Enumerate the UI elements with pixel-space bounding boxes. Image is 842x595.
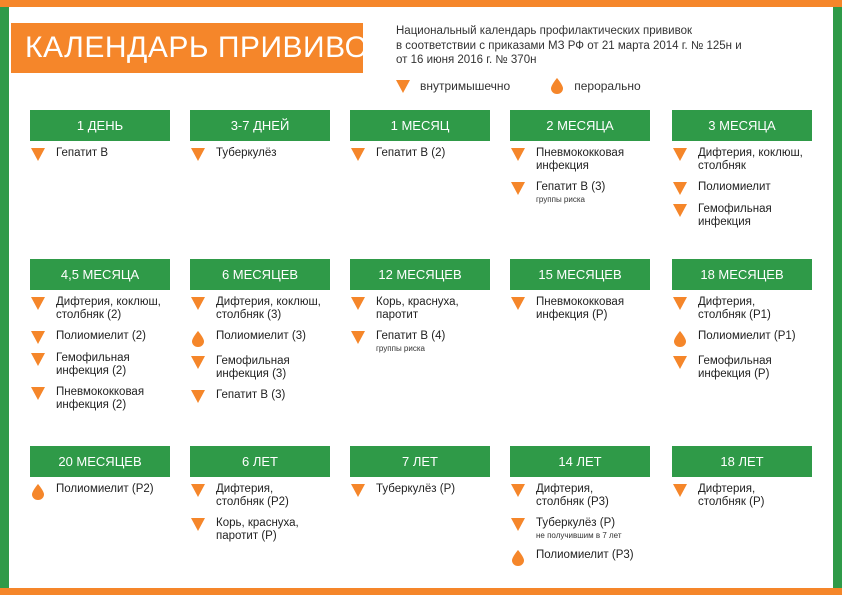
triangle-icon [190,517,206,531]
age-header: 4,5 МЕСЯЦА [30,259,170,290]
vaccine-list [190,477,330,543]
legend [396,78,681,94]
vaccine-name: Туберкулёз (Р) [536,517,616,529]
age-header: 2 МЕСЯЦА [510,110,650,141]
age-header: 3-7 ДНЕЙ [190,110,330,141]
vaccine-text [56,147,108,160]
vaccine-list [672,141,812,229]
vaccine-name: Дифтерия, коклюш, [698,147,803,159]
vaccine-text [536,517,622,541]
vaccine-item [30,147,170,161]
vaccine-item [30,483,170,500]
vaccine-text [376,147,445,160]
vaccine-name-cont: инфекция (3) [216,368,287,380]
legend-oral [550,78,640,94]
vaccine-item [510,296,650,322]
frame-left [0,7,9,588]
age-header: 1 ДЕНЬ [30,110,170,141]
triangle-icon [30,296,46,310]
vaccine-name-cont: паротит [376,309,419,321]
vaccine-list [350,141,490,161]
vaccine-name-cont: инфекция [536,160,589,172]
vaccine-text [536,181,605,205]
schedule-column [510,446,650,574]
vaccine-name-cont: инфекция (2) [56,365,127,377]
triangle-icon [672,147,688,161]
vaccine-list [510,141,650,205]
vaccine-item [190,355,330,381]
vaccine-name: Туберкулёз [216,147,277,159]
vaccine-name: Гепатит В (3) [536,181,606,193]
vaccine-name: Гемофильная [216,355,290,367]
age-header: 18 ЛЕТ [672,446,812,477]
vaccine-item [190,389,330,403]
vaccine-name: Пневмококковая [536,296,625,308]
vaccine-list [190,290,330,403]
vaccine-name: Дифтерия, [698,483,756,495]
triangle-icon [510,147,526,161]
vaccine-text [376,296,459,322]
vaccine-list [30,477,170,500]
subtitle-line: в соответствии с приказами МЗ РФ от 21 марта 2014 г. № 125н и [396,39,742,52]
schedule-column [30,446,170,508]
vaccine-item [672,330,812,347]
vaccine-item [672,355,812,381]
vaccine-name: Полиомиелит (Р1) [698,330,796,342]
vaccine-text [698,147,803,173]
vaccine-name-cont: инфекция (Р) [536,309,608,321]
vaccine-name: Гепатит В (2) [376,147,446,159]
triangle-icon [510,296,526,310]
schedule-column [350,259,490,362]
vaccine-name: Гемофильная [698,203,772,215]
vaccine-item [510,483,650,509]
vaccine-item [510,517,650,541]
vaccine-text [216,355,290,381]
vaccine-text [698,181,771,194]
triangle-icon [190,147,206,161]
vaccine-text [216,147,277,160]
vaccine-name-cont: столбняк [698,160,746,172]
triangle-icon [350,296,366,310]
frame-bottom [0,588,842,595]
vaccine-text [216,483,289,509]
subtitle-line: Национальный календарь профилактических прививок [396,25,693,37]
vaccine-list [510,290,650,322]
drop-icon [510,549,526,566]
vaccine-name-cont: столбняк (2) [56,309,122,321]
legend-label: внутримышечно [420,79,511,93]
schedule-column [672,110,812,237]
age-header: 1 МЕСЯЦ [350,110,490,141]
subtitle-line: от 16 июня 2016 г. № 370н [396,54,537,66]
vaccine-list [30,290,170,412]
vaccine-name: Полиомиелит [698,181,771,193]
vaccine-item [190,483,330,509]
schedule-column [672,446,812,517]
schedule-column [190,259,330,411]
vaccine-text [216,330,306,343]
vaccine-item [672,483,812,509]
vaccine-item [30,352,170,378]
vaccine-item [672,147,812,173]
vaccine-name-cont: инфекция (Р) [698,368,770,380]
vaccine-item [510,147,650,173]
vaccine-item [190,296,330,322]
vaccine-name: Полиомиелит (Р2) [56,483,154,495]
age-header: 6 МЕСЯЦЕВ [190,259,330,290]
triangle-icon [396,80,410,93]
vaccine-name-cont: столбняк (Р1) [698,309,771,321]
drop-icon [190,330,206,347]
vaccine-list [672,477,812,509]
vaccine-name: Пневмококковая [56,386,145,398]
vaccine-name: Полиомиелит (3) [216,330,306,342]
vaccine-list [350,477,490,497]
vaccine-text [536,549,634,562]
triangle-icon [30,147,46,161]
legend-label: перорально [574,79,641,93]
vaccine-item [30,330,170,344]
vaccine-item [30,296,170,322]
vaccine-item [672,181,812,195]
vaccine-name: Гепатит В [56,147,109,159]
triangle-icon [672,296,688,310]
vaccine-name: Пневмококковая [536,147,625,159]
vaccine-item [190,147,330,161]
triangle-icon [30,330,46,344]
triangle-icon [510,483,526,497]
frame-top [0,0,842,7]
vaccine-name: Корь, краснуха, [376,296,459,308]
triangle-icon [190,296,206,310]
subtitle [396,24,796,68]
vaccine-name: Дифтерия, коклюш, [216,296,321,308]
vaccine-name: Гепатит В (3) [216,389,286,401]
triangle-icon [510,517,526,531]
vaccine-note: группы риска [376,344,425,353]
triangle-icon [510,181,526,195]
vaccine-item [190,517,330,543]
age-header: 15 МЕСЯЦЕВ [510,259,650,290]
vaccine-item [190,330,330,347]
vaccine-item [350,296,490,322]
drop-icon [550,78,564,94]
vaccine-text [698,483,764,509]
vaccine-name-cont: паротит (Р) [216,530,277,542]
frame-right [833,7,842,588]
vaccine-name-cont: столбняк (Р2) [216,496,289,508]
vaccine-text [536,147,624,173]
vaccine-item [510,549,650,566]
legend-intramuscular [396,79,510,93]
vaccine-name: Дифтерия, [216,483,274,495]
schedule-column [190,110,330,169]
schedule-column [672,259,812,389]
vaccine-text [56,330,146,343]
vaccine-list [510,477,650,566]
vaccine-name: Дифтерия, коклюш, [56,296,161,308]
vaccine-name-cont: инфекция [698,216,751,228]
vaccine-name-cont: столбняк (Р) [698,496,765,508]
triangle-icon [190,483,206,497]
vaccine-note: не получившим в 7 лет [536,531,622,540]
vaccine-name: Полиомиелит (2) [56,330,146,342]
drop-icon [30,483,46,500]
vaccine-name-cont: столбняк (3) [216,309,282,321]
age-header: 14 ЛЕТ [510,446,650,477]
vaccine-item [350,483,490,497]
page-title: КАЛЕНДАРЬ ПРИВИВОК [11,23,363,73]
vaccine-list [672,290,812,381]
triangle-icon [672,181,688,195]
vaccine-name: Гепатит В (4) [376,330,446,342]
vaccine-name: Дифтерия, [698,296,756,308]
triangle-icon [190,355,206,369]
vaccine-name: Полиомиелит (Р3) [536,549,634,561]
age-header: 18 МЕСЯЦЕВ [672,259,812,290]
vaccine-text [376,330,445,354]
triangle-icon [30,386,46,400]
triangle-icon [350,147,366,161]
vaccine-list [30,141,170,161]
triangle-icon [672,355,688,369]
vaccine-list [350,290,490,354]
age-header: 12 МЕСЯЦЕВ [350,259,490,290]
schedule-column [30,259,170,420]
triangle-icon [672,483,688,497]
triangle-icon [30,352,46,366]
vaccine-name-cont: инфекция (2) [56,399,127,411]
vaccine-name: Корь, краснуха, [216,517,299,529]
vaccine-text [536,483,609,509]
triangle-icon [190,389,206,403]
age-header: 6 ЛЕТ [190,446,330,477]
triangle-icon [672,203,688,217]
schedule-column [350,446,490,505]
vaccine-item [30,386,170,412]
vaccine-text [216,517,299,543]
triangle-icon [350,330,366,344]
age-header: 3 МЕСЯЦА [672,110,812,141]
vaccine-text [536,296,624,322]
vaccine-text [56,296,161,322]
vaccine-text [698,296,771,322]
vaccine-text [56,483,154,496]
schedule-column [350,110,490,169]
vaccine-name-cont: столбняк (Р3) [536,496,609,508]
vaccine-item [672,296,812,322]
schedule-column [30,110,170,169]
triangle-icon [350,483,366,497]
schedule-column [510,259,650,330]
vaccine-text [216,296,321,322]
vaccine-name: Дифтерия, [536,483,594,495]
vaccine-text [56,352,130,378]
vaccine-text [698,203,772,229]
vaccine-item [672,203,812,229]
vaccine-text [376,483,455,496]
vaccine-name: Туберкулёз (Р) [376,483,456,495]
vaccine-item [350,330,490,354]
vaccine-text [698,355,772,381]
schedule-column [190,446,330,551]
vaccine-list [190,141,330,161]
vaccine-item [350,147,490,161]
vaccine-text [56,386,144,412]
vaccine-name: Гемофильная [698,355,772,367]
vaccine-item [510,181,650,205]
vaccine-text [216,389,285,402]
vaccine-note: группы риска [536,195,585,204]
schedule-column [510,110,650,213]
age-header: 20 МЕСЯЦЕВ [30,446,170,477]
vaccine-text [698,330,796,343]
drop-icon [672,330,688,347]
age-header: 7 ЛЕТ [350,446,490,477]
vaccine-name: Гемофильная [56,352,130,364]
